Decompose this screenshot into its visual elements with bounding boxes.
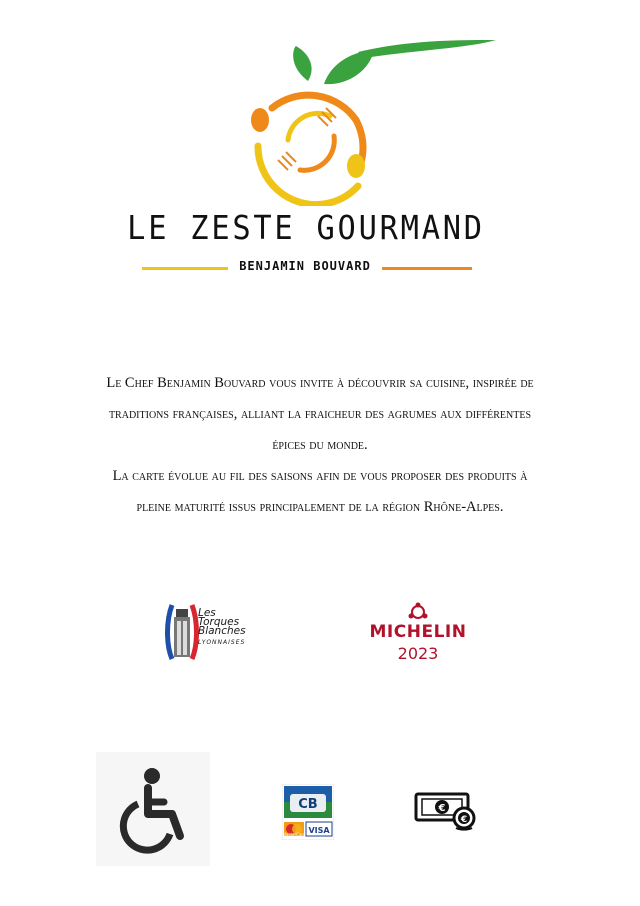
intro-text	[60, 368, 580, 523]
intro-line-4: La carte évolue au fil des saisons afin de vous proposer des produits à	[112, 468, 528, 484]
intro-line-3: épices du monde.	[272, 437, 368, 453]
chefs-flag-icon	[164, 601, 200, 663]
brand-subtitle-row	[142, 259, 472, 277]
torques-text	[198, 609, 268, 647]
michelin-bib-icon	[408, 602, 428, 622]
svg-text:CB: CB	[298, 797, 318, 812]
michelin-badge	[360, 600, 476, 670]
torques-line-2: Torques	[198, 616, 240, 628]
intro-line-5: pleine maturité issus principalement de la région Rhône-Alpes.	[136, 499, 504, 515]
svg-text:€: €	[460, 815, 468, 825]
michelin-name: MICHELIN	[369, 622, 467, 642]
cash-euro-icon	[414, 790, 478, 834]
torques-line-4: LYONNAISES	[198, 639, 246, 646]
wheelchair-accessible-icon	[96, 752, 210, 866]
orange-rule	[382, 267, 472, 270]
svg-text:VISA: VISA	[308, 826, 330, 835]
svg-text:€: €	[438, 803, 446, 814]
brand-title: LE ZESTE GOURMAND	[127, 208, 485, 247]
svg-text:MasterCard: MasterCard	[282, 832, 306, 837]
michelin-year: 2023	[397, 644, 439, 663]
intro-line-2: traditions françaises, alliant la fraicheur des agrumes aux différentes	[108, 406, 532, 422]
intro-line-1: Le Chef Benjamin Bouvard vous invite à découvrir sa cuisine, inspirée de	[106, 375, 534, 391]
logo-orange-icon	[238, 36, 500, 206]
yellow-rule	[142, 267, 228, 270]
cb-mastercard-visa-card-icon	[282, 784, 334, 840]
torques-line-3: Blanches	[198, 625, 246, 637]
torques-line-1: Les	[198, 607, 216, 619]
torques-blanches-badge	[164, 601, 264, 663]
brand-subtitle: BENJAMIN BOUVARD	[239, 259, 371, 273]
